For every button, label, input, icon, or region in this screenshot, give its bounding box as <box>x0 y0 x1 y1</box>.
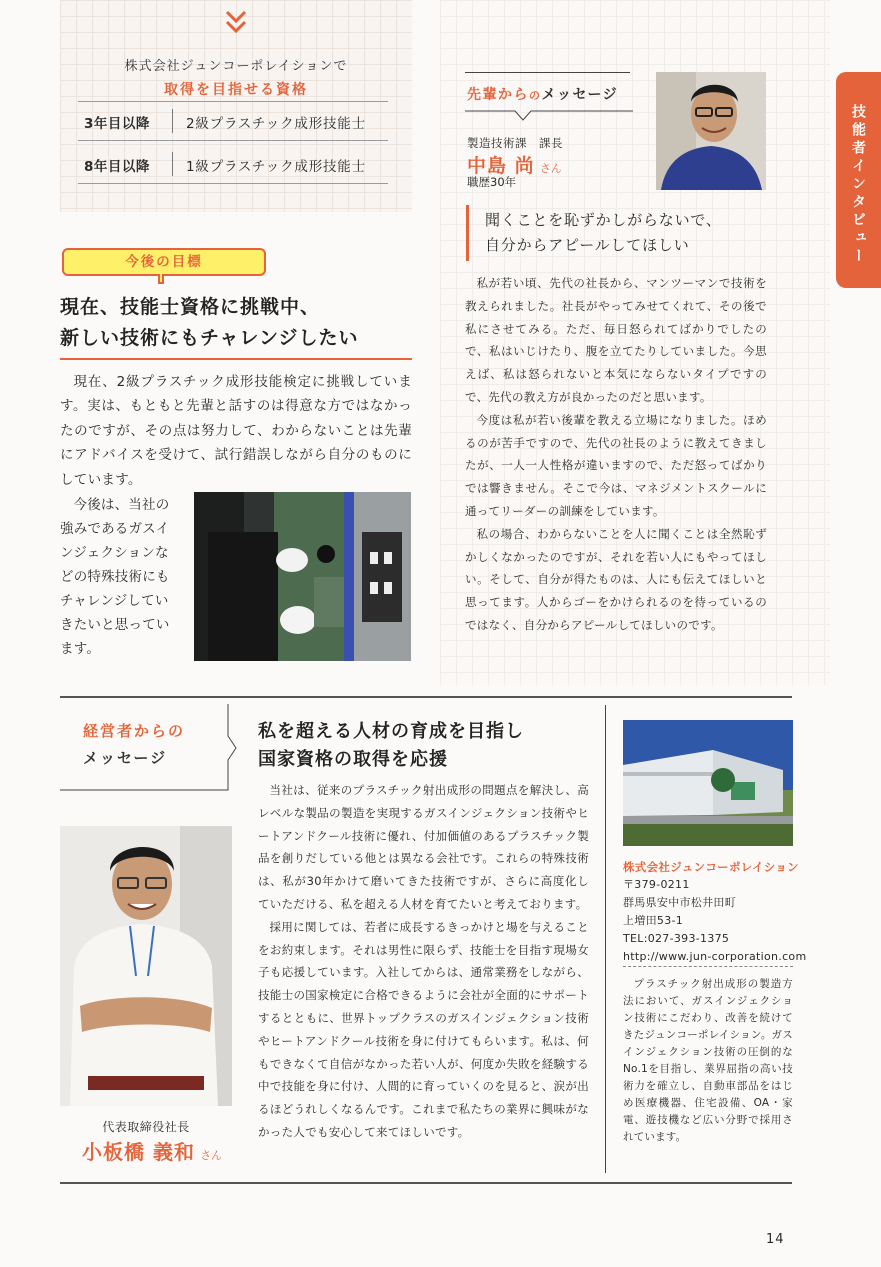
senior-quote-line1: 聞くことを恥ずかしがらないで、 <box>485 211 722 229</box>
goal-title-rule <box>60 358 412 360</box>
senior-quote <box>485 208 722 258</box>
senior-body <box>465 272 767 637</box>
company-building-photo <box>623 720 793 846</box>
company-info-divider <box>623 966 793 967</box>
company-address-1: 群馬県安中市松井田町 <box>623 896 736 909</box>
management-label-frame <box>58 700 248 794</box>
qualification-cert: 1級プラスチック成形技能士 <box>186 159 366 175</box>
goal-line: どの特殊技術にも <box>60 569 170 585</box>
president-photo <box>60 826 232 1106</box>
senior-label-part3: メッセージ <box>541 87 619 103</box>
senior-label-part1: 先輩から <box>467 87 529 103</box>
senior-paragraph: 今度は私が若い後輩を教える立場になりました。ほめるのが苦手ですので、先代の社長のように教えてきましたが、一人一人性格が違いますので、ただ怒ってばかりでは響きません。そこで今は、マネジメントスクールに通ってリーダーの訓練をしています。 <box>465 412 767 518</box>
goal-label: 今後の目標 <box>125 254 203 270</box>
management-title-line1: 私を超える人材の育成を目指し <box>258 721 524 742</box>
goal-title-line2: 新しい技術にもチャレンジしたい <box>60 327 359 349</box>
president-honorific: さん <box>200 1149 223 1162</box>
chevron-down-icon <box>224 10 248 36</box>
president-name-line <box>82 1136 222 1165</box>
goal-paragraph-1: 現在、2級プラスチック成形技能検定に挑戦しています。実は、もともと先輩と話すのは得意な方ではなかったのですが、その点は努力して、わからないことは先輩にアドバイスを受けて、試行錯誤しながら自分のものにしています。 <box>60 374 412 488</box>
president-name: 小板橋 義和 <box>82 1140 195 1164</box>
page-number: 14 <box>766 1232 785 1247</box>
qualifications-box <box>60 0 412 212</box>
management-label-line2: メッセージ <box>83 749 168 767</box>
company-tel: TEL:027-393-1375 <box>623 932 730 945</box>
goal-label-box <box>62 248 266 276</box>
management-label-line1: 経営者からの <box>83 722 186 740</box>
management-bottom-rule <box>60 1182 792 1184</box>
company-name: 株式会社ジュンコーポレイション <box>623 860 799 874</box>
company-address-2: 上増田53-1 <box>623 914 684 927</box>
management-paragraph: 当社は、従来のプラスチック射出成形の問題点を解決し、高レベルな製品の製造を実現するガスインジェクション技術やヒートアンドクール技術に優れ、付加価値のあるプラスチック製品を創りだしている他とは異なる会社です。これらの特殊技術は、私が30年かけて磨いてきた技術ですが、さらに高度化していただける、私を超える人材を育てたいと考えております。 <box>258 783 589 911</box>
qualification-divider <box>172 152 173 176</box>
qualification-row <box>78 145 388 184</box>
goal-line: 今後は、当社の <box>73 497 170 513</box>
goal-title-line1: 現在、技能士資格に挑戦中、 <box>60 296 321 318</box>
company-postal: 〒379-0211 <box>623 878 690 891</box>
qualification-heading: 取得を目指せる資格 <box>164 82 308 98</box>
qualification-company-line: 株式会社ジュンコーポレイションで <box>124 59 348 74</box>
goal-line: ます。 <box>60 641 101 657</box>
qualification-divider <box>172 109 173 133</box>
senior-label-bottom-rule <box>465 110 635 122</box>
management-paragraph: 採用に関しては、若者に成長するきっかけと場を与えることをお約束します。それは男性に限らず、技能士を目指す現場女子も応援しています。入社してからは、通常業務をしながら、技能士の国家検定に合格できるように会社が全面的にサポートするとともに、世界トップクラスのガスインジェクション技術やヒートアンドクール技術を身に付けてもらいます。私は、何もできなくて自信がなかった若い人が、何度か失敗を経験する中で技能を身に付け、人間的に育っていくのを見ると、涙が出るほどうれしくなるんです。これまで私たちの業界に興味がなかった人でも安心して来てほしいです。 <box>258 919 589 1139</box>
side-tab <box>836 72 881 288</box>
senior-label-top-rule <box>465 72 630 73</box>
goal-paragraph-2 <box>60 493 184 661</box>
management-body <box>258 779 589 1144</box>
company-description: プラスチック射出成形の製造方法において、ガスインジェクション技術にこだわり、改善を続けてきたジュンコーポレイション。ガスインジェクション技術の圧倒的なNo.1を目指し、業界屈指の高い技術力を確立し、自動車部品をはじめ医療機器、住宅設備、OA・家電、遊技機など広い分野で採用されています。 <box>623 978 793 1143</box>
qualification-row <box>78 101 388 141</box>
management-title <box>258 718 524 774</box>
company-info <box>623 858 806 966</box>
senior-quote-line2: 自分からアピールしてほしい <box>485 236 690 254</box>
president-title: 代表取締役社長 <box>102 1120 190 1134</box>
goal-line: ンジェクションな <box>60 545 169 561</box>
senior-label <box>467 84 618 104</box>
qualification-cert: 2級プラスチック成形技能士 <box>186 116 366 132</box>
management-top-rule <box>60 696 792 698</box>
goal-line: きたいと思ってい <box>60 617 170 633</box>
qualification-year: 3年目以降 <box>84 116 150 132</box>
side-tab-label: 技能者インタビュー <box>850 104 866 266</box>
senior-paragraph: 私が若い頃、先代の社長から、マンツーマンで技術を教えられました。社長がやってみせてくれて、その後で私にさせてみる。ただ、毎日怒られてばかりでしたので、私はいじけたり、腹を立てたりしていました。今思えば、私は怒られないと本気にならないタイプですので、先代の教え方が良かったのだと思います。 <box>465 276 767 404</box>
senior-honorific: さん <box>539 162 562 175</box>
senior-paragraph: 私の場合、わからないことを人に聞くことは全然恥ずかしくなかったのですが、それを若い人にもやってほしい。そして、自分が得たものは、人にも伝えてほしいと思ってます。人からゴーをかけられるのを待っているのではなく、自分からアピールしてほしいのです。 <box>465 526 767 632</box>
senior-label-part2: の <box>529 89 542 102</box>
qualification-year: 8年目以降 <box>84 159 150 175</box>
management-title-line2: 国家資格の取得を応援 <box>258 749 448 770</box>
senior-career: 職歴30年 <box>467 175 517 189</box>
worker-photo <box>194 492 411 661</box>
senior-quote-bar <box>466 205 469 261</box>
goal-title <box>60 292 420 354</box>
goal-line: チャレンジしてい <box>60 593 169 609</box>
senior-photo <box>656 72 766 190</box>
goal-line: 強みであるガスイ <box>60 521 170 537</box>
goal-label-pointer <box>158 274 164 284</box>
senior-department: 製造技術課 課長 <box>467 136 563 150</box>
company-url[interactable]: http://www.jun-corporation.com <box>623 950 807 963</box>
senior-name: 中島 尚 <box>467 155 535 177</box>
management-column-divider <box>605 705 606 1173</box>
